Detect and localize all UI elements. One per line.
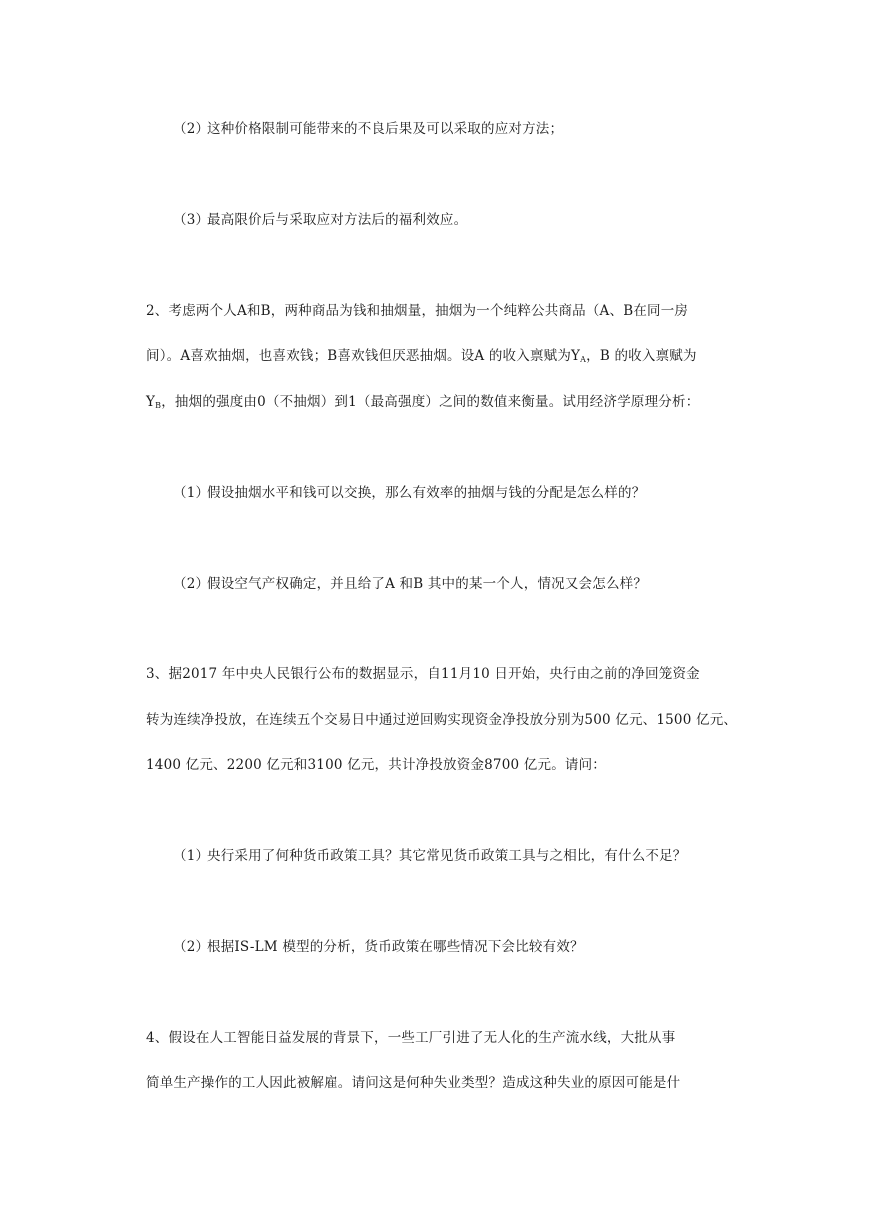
q2-subquestion-2-text: 假设空气产权确定，并且给了A 和B 其中的某一个人，情况又会怎么样？ — [207, 576, 648, 592]
q2-subquestion-1-number: （1） — [173, 485, 210, 501]
q1-subquestion-3-text: 最高限价后与采取应对方法后的福利效应。 — [207, 212, 468, 228]
q3-subquestion-1-number: （1） — [173, 848, 210, 864]
q3-subquestion-2-number: （2） — [173, 939, 210, 955]
q2-subquestion-2 — [173, 575, 647, 593]
q3-subquestion-2-text: 根据IS-LM 模型的分析，货币政策在哪些情况下会比较有效？ — [207, 939, 584, 955]
q1-subquestion-2 — [173, 120, 563, 138]
q1-subquestion-3 — [173, 211, 467, 229]
q2-income-a-subscript: A — [580, 355, 587, 364]
q2-line-2-text-a: 间）。A喜欢抽烟，也喜欢钱；B喜欢钱但厌恶抽烟。设A 的收入禀赋为Y — [146, 348, 581, 364]
q2-subquestion-1 — [173, 484, 645, 502]
q3-subquestion-1-text: 央行采用了何种货币政策工具？其它常见货币政策工具与之相比，有什么不足？ — [207, 848, 687, 864]
q1-subquestion-3-number: （3） — [173, 212, 210, 228]
q2-line-3-text-b: ，抽烟的强度由0（不抽烟）到1（最高强度）之间的数值来衡量。试用经济学原理分析： — [161, 394, 700, 410]
q2-subquestion-2-number: （2） — [173, 576, 210, 592]
q3-subquestion-2 — [173, 938, 584, 956]
q2-paragraph-line-3 — [146, 393, 699, 415]
q4-paragraph-line-1: 4、假设在人工智能日益发展的背景下，一些工厂引进了无人化的生产流水线，大批从事 — [146, 1030, 676, 1046]
q3-paragraph-line-3: 1400 亿元、2200 亿元和3100 亿元，共计净投放资金8700 亿元。请问： — [146, 757, 606, 773]
q2-paragraph-line-2 — [146, 347, 697, 369]
q3-subquestion-1 — [173, 847, 687, 865]
q3-paragraph-line-1: 3、据2017 年中央人民银行公布的数据显示，自11月10 日开始，央行由之前的净回笼资金 — [146, 666, 700, 682]
q4-paragraph-line-2: 简单生产操作的工人因此被解雇。请问这是何种失业类型？造成这种失业的原因可能是什 — [146, 1075, 681, 1091]
q3-paragraph-line-2: 转为连续净投放，在连续五个交易日中通过逆回购实现资金净投放分别为500 亿元、1500 亿元、 — [146, 712, 738, 728]
q2-income-b-subscript: B — [155, 401, 162, 410]
q2-subquestion-1-text: 假设抽烟水平和钱可以交换，那么有效率的抽烟与钱的分配是怎么样的？ — [207, 485, 646, 501]
q2-paragraph-line-1: 2、考虑两个人A和B，两种商品为钱和抽烟量，抽烟为一个纯粹公共商品（A、B在同一房 — [146, 303, 689, 319]
q1-subquestion-2-text: 这种价格限制可能带来的不良后果及可以采取的应对方法； — [207, 121, 564, 137]
q2-line-2-text-b: ，B 的收入禀赋为 — [586, 348, 697, 364]
q2-line-3-text-a: Y — [146, 394, 156, 410]
q1-subquestion-2-number: （2） — [173, 121, 210, 137]
